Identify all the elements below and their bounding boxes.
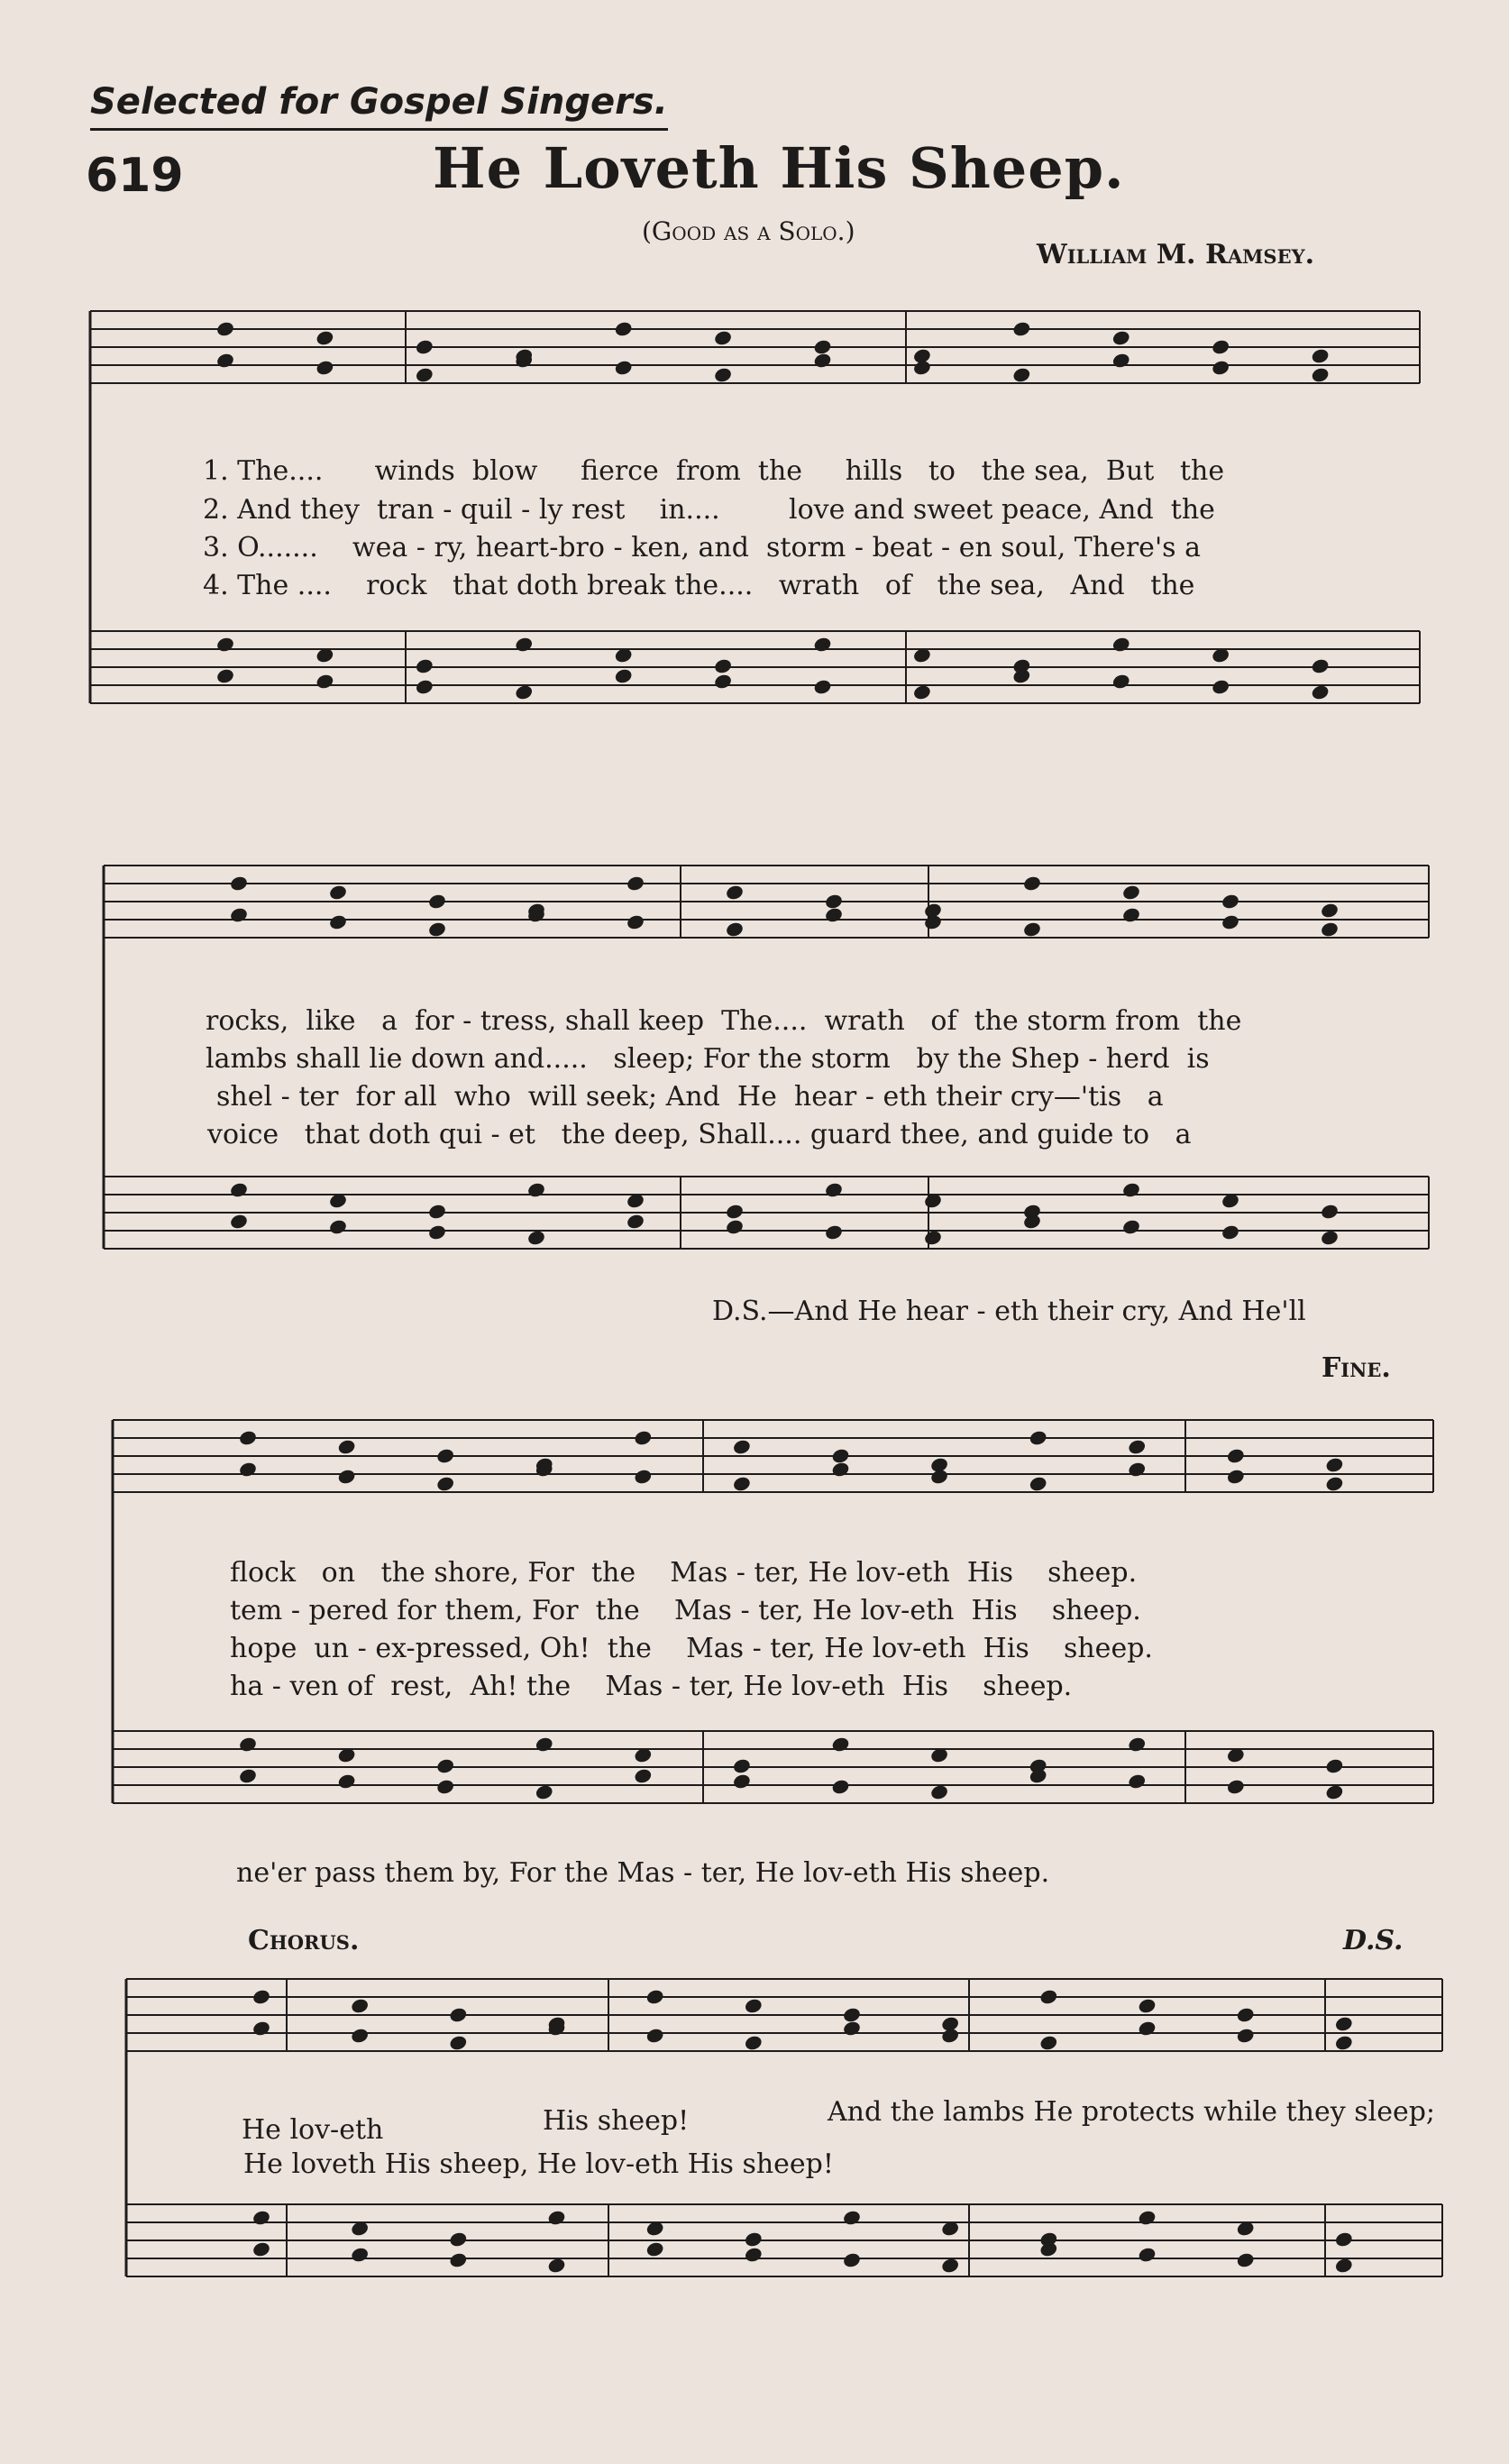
system2-ds-line: D.S.—And He hear - eth their cry, And He'll [712,1296,1306,1327]
system1-verse3: 3. O....... wea - ry, heart-bro - ken, and storm - beat - en soul, There's a [203,532,1202,563]
chorus-label: Chorus. [248,1925,360,1956]
chorus-line1a: He lov-eth [242,2114,384,2146]
system2-verse4: voice that doth qui - et the deep, Shall.... guard thee, and guide to a [207,1119,1192,1150]
chorus-line1b: His sheep! [543,2105,690,2137]
system3-verse1: flock on the shore, For the Mas - ter, He lov-eth His sheep. [230,1557,1138,1589]
chorus-line1c: And the lambs He protects while they sleep; [828,2096,1436,2128]
system1-verse4: 4. The .... rock that doth break the.... wrath of the sea, And the [203,570,1195,601]
system2-verse2: lambs shall lie down and..... sleep; For the storm by the Shep - herd is [206,1043,1210,1075]
collection-heading: Selected for Gospel Singers. [90,81,668,131]
fine-marking: Fine. [1322,1352,1391,1384]
system1-verse2: 2. And they tran - quil - ly rest in.... love and sweet peace, And the [203,494,1215,526]
hymn-author: William M. Ramsey. [1037,239,1315,270]
system3-verse4: ha - ven of rest, Ah! the Mas - ter, He lov-eth His sheep. [230,1671,1073,1702]
system3-verse3: hope un - ex-pressed, Oh! the Mas - ter, He lov-eth His sheep. [230,1633,1153,1664]
hymn-number: 619 [86,149,184,203]
chorus-line2: He loveth His sheep, He lov-eth His sheep! [243,2148,834,2180]
system3-verse2: tem - pered for them, For the Mas - ter, He lov-eth His sheep. [230,1595,1141,1626]
system2-verse3: shel - ter for all who will seek; And He hear - eth their cry—'tis a [216,1081,1164,1113]
ds-label: D.S. [1343,1925,1404,1956]
system1-verse1: 1. The.... winds blow fierce from the hills to the sea, But the [203,455,1225,487]
system2-verse1: rocks, like a for - tress, shall keep The.... wrath of the storm from the [206,1005,1242,1037]
hymn-title: He Loveth His Sheep. [433,135,1125,201]
hymn-subtitle: (Good as a Solo.) [642,216,855,246]
system3-ds-line: ne'er pass them by, For the Mas - ter, He lov-eth His sheep. [236,1857,1050,1889]
